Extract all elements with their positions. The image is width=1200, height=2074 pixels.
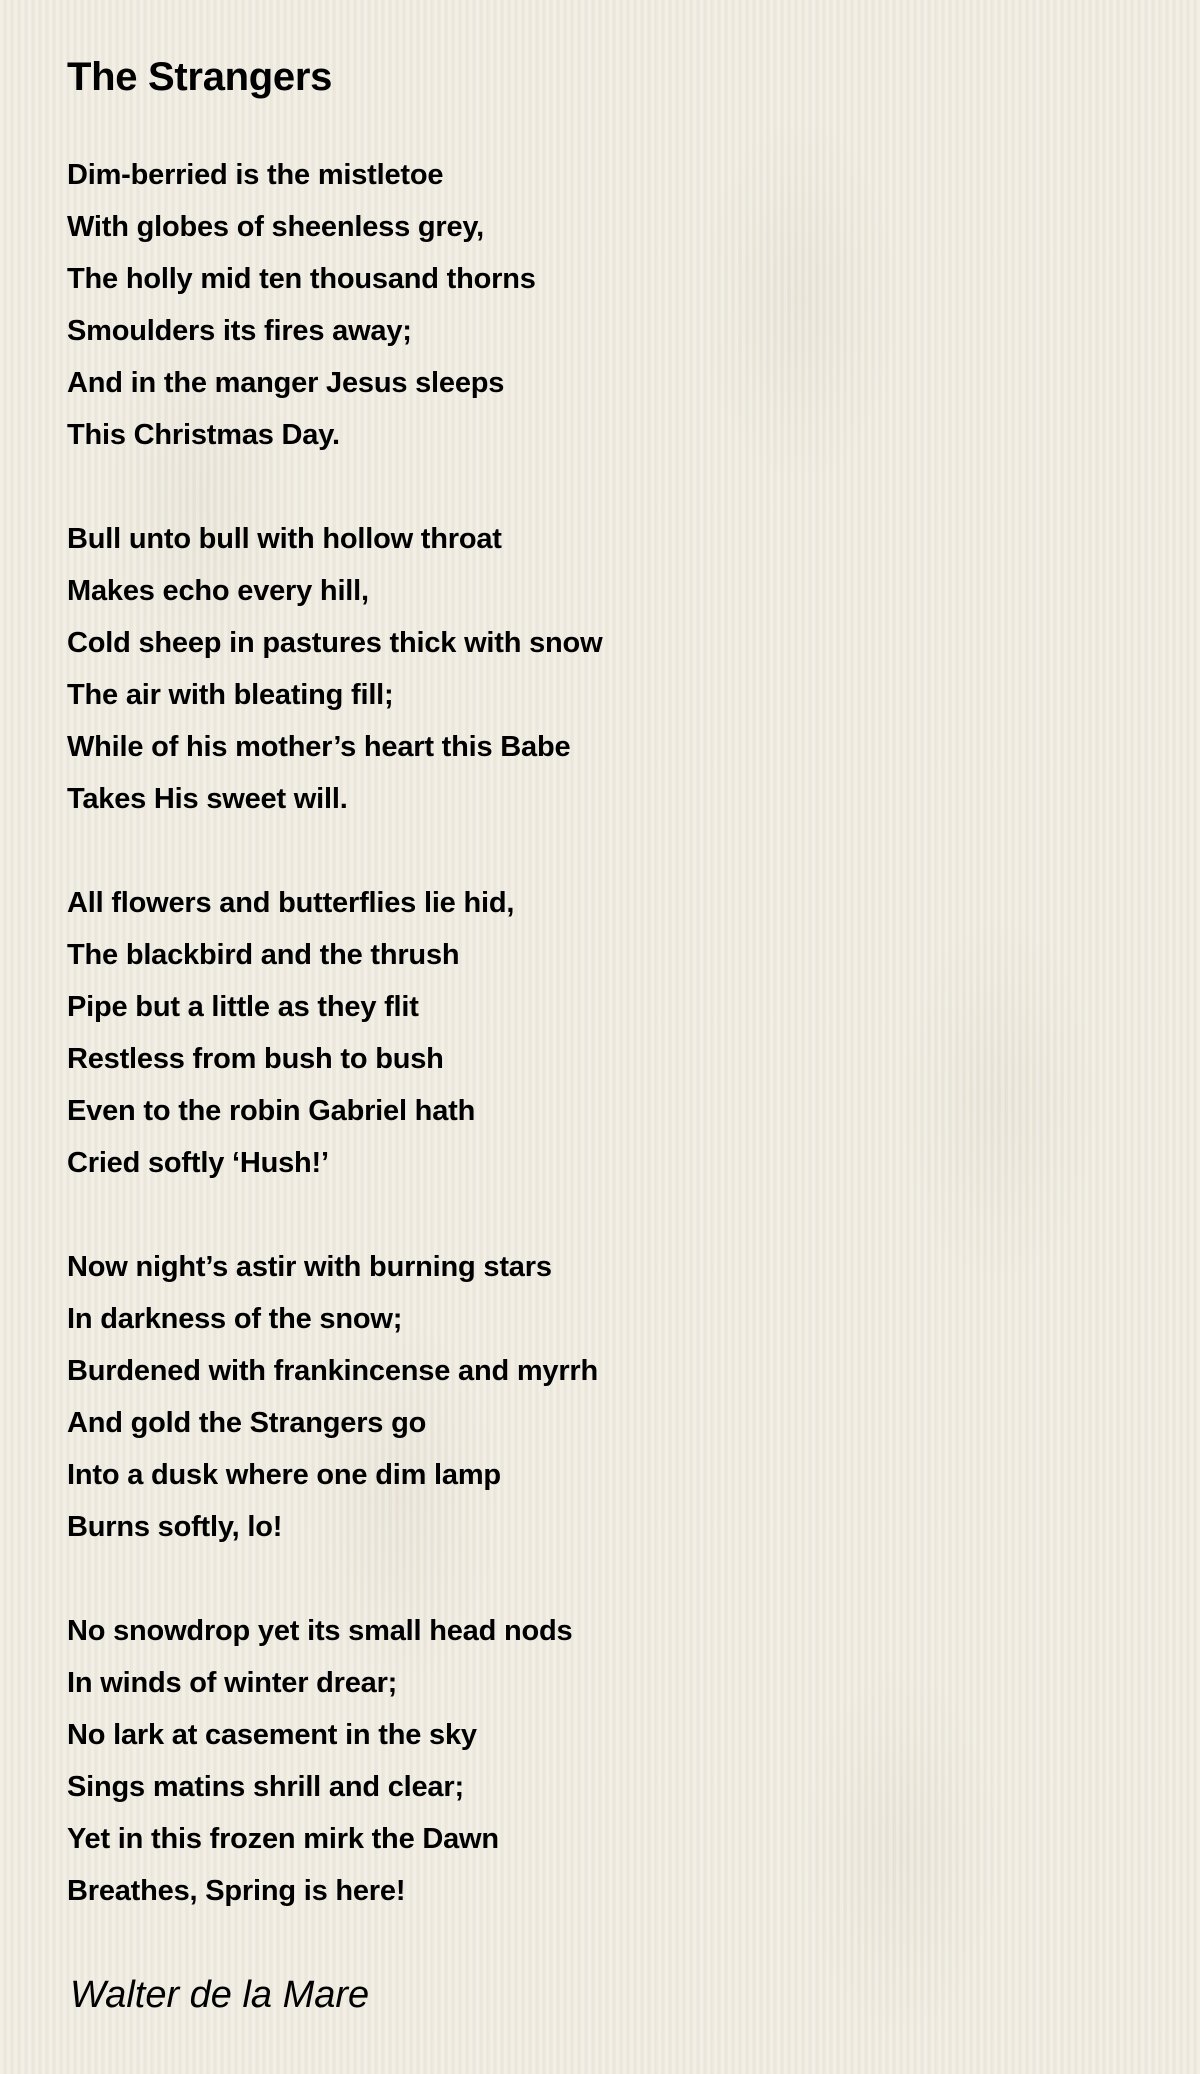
- poem-line: Restless from bush to bush: [67, 1043, 444, 1075]
- poem-body: [67, 149, 602, 1917]
- poem-line: With globes of sheenless grey,: [67, 211, 485, 243]
- poem-line: Cold sheep in pastures thick with snow: [67, 627, 603, 659]
- poem-line: The holly mid ten thousand thorns: [67, 263, 536, 295]
- poem-line: Dim-berried is the mistletoe: [67, 159, 444, 191]
- poem-line: While of his mother’s heart this Babe: [67, 731, 571, 763]
- stanza-break: [67, 461, 602, 513]
- poem-line: Breathes, Spring is here!: [67, 1875, 406, 1907]
- stanza-break: [67, 825, 602, 877]
- poem-line: Makes echo every hill,: [67, 575, 369, 607]
- poem-line: Burdened with frankincense and myrrh: [67, 1355, 599, 1387]
- poem-line: No lark at casement in the sky: [67, 1719, 477, 1751]
- poem-line: Sings matins shrill and clear;: [67, 1771, 464, 1803]
- poem-line: In winds of winter drear;: [67, 1667, 398, 1699]
- stanza-break: [67, 1553, 602, 1605]
- poem-line: This Christmas Day.: [67, 419, 340, 451]
- poem-line: In darkness of the snow;: [67, 1303, 403, 1335]
- poem-line: Takes His sweet will.: [67, 783, 348, 815]
- poem-line: Bull unto bull with hollow throat: [67, 523, 502, 555]
- poem-line: Smoulders its fires away;: [67, 315, 412, 347]
- poem-line: All flowers and butterflies lie hid,: [67, 887, 515, 919]
- poem-line: No snowdrop yet its small head nods: [67, 1615, 573, 1647]
- poem-line: And in the manger Jesus sleeps: [67, 367, 505, 399]
- poem-title: The Strangers: [67, 55, 333, 99]
- poem-line: And gold the Strangers go: [67, 1407, 427, 1439]
- poem-line: Even to the robin Gabriel hath: [67, 1095, 476, 1127]
- poem-line: Burns softly, lo!: [67, 1511, 283, 1543]
- poem-line: Cried softly ‘Hush!’: [67, 1147, 329, 1179]
- poem-line: Pipe but a little as they flit: [67, 991, 419, 1023]
- poem-line: The air with bleating fill;: [67, 679, 394, 711]
- poem-line: Yet in this frozen mirk the Dawn: [67, 1823, 499, 1855]
- poem-line: Now night’s astir with burning stars: [67, 1251, 552, 1283]
- poem-line: Into a dusk where one dim lamp: [67, 1459, 501, 1491]
- stanza-break: [67, 1189, 602, 1241]
- poem-line: The blackbird and the thrush: [67, 939, 460, 971]
- poem-author: Walter de la Mare: [70, 1974, 370, 2016]
